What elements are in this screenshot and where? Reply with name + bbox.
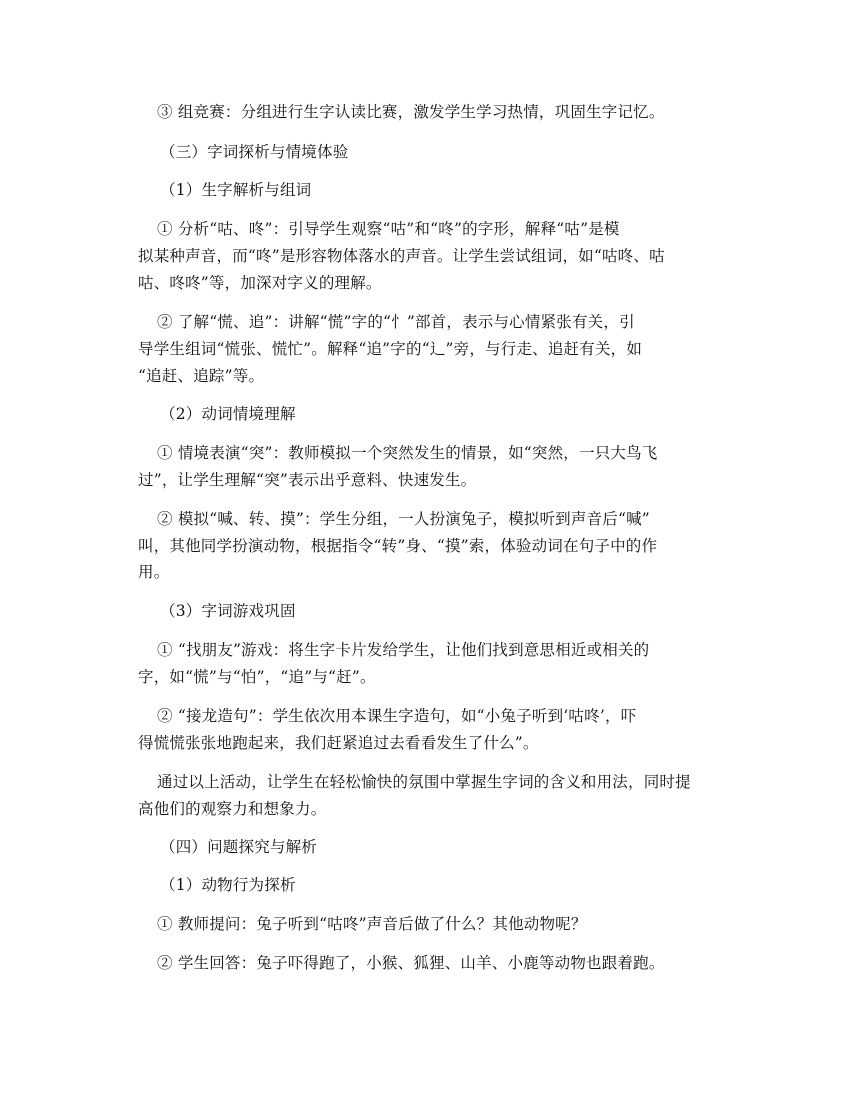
paragraph-line: 通过以上活动，让学生在轻松愉快的氛围中掌握生字词的含义和用法，同时提 xyxy=(157,773,691,791)
section-heading: （三）字词探析与情境体验 xyxy=(160,143,349,161)
paragraph-line: 拟某种声音，而“咚”是形容物体落水的声音。让学生尝试组词，如“咕咚、咕 xyxy=(138,247,665,265)
paragraph-line: “追赶、追踪”等。 xyxy=(138,367,265,385)
subsection-heading: （3）字词游戏巩固 xyxy=(160,602,296,620)
paragraph-line: ③ 组竞赛：分组进行生字认读比赛，激发学生学习热情，巩固生字记忆。 xyxy=(157,103,665,121)
paragraph-line: 字，如“慌”与“怕”，“追”与“赶”。 xyxy=(138,668,376,686)
subsection-heading: （2）动词情境理解 xyxy=(160,405,296,423)
paragraph-line: ② 了解“慌、追”：讲解“慌”字的“忄”部首，表示与心情紧张有关，引 xyxy=(157,313,635,331)
paragraph-line: 高他们的观察力和想象力。 xyxy=(138,800,327,818)
subsection-heading: （1）动物行为探析 xyxy=(160,876,296,894)
subsection-heading: （1）生字解析与组词 xyxy=(160,181,312,199)
paragraph-line: ② 学生回答：兔子吓得跑了，小猴、狐狸、山羊、小鹿等动物也跟着跑。 xyxy=(157,954,665,972)
paragraph-line: ① “找朋友”游戏：将生字卡片发给学生，让他们找到意思相近或相关的 xyxy=(157,641,650,659)
paragraph-line: 导学生组词“慌张、慌忙”。解释“追”字的“辶”旁，与行走、追赶有关，如 xyxy=(138,340,643,358)
paragraph-line: 用。 xyxy=(138,563,170,581)
section-heading: （四）问题探究与解析 xyxy=(160,838,318,856)
paragraph-line: 叫，其他同学扮演动物，根据指令“转”身、“摸”索，体验动词在句子中的作 xyxy=(138,537,658,555)
paragraph-line: 咕、咚咚”等，加深对字义的理解。 xyxy=(138,274,382,292)
paragraph-line: ① 教师提问：兔子听到“咕咚”声音后做了什么？其他动物呢？ xyxy=(157,915,587,933)
paragraph-line: ① 分析“咕、咚”：引导学生观察“咕”和“咚”的字形，解释“咕”是模 xyxy=(157,220,620,238)
paragraph-line: ② 模拟“喊、转、摸”：学生分组，一人扮演兔子，模拟听到声音后“喊” xyxy=(157,510,650,528)
paragraph-line: 得慌慌张张地跑起来，我们赶紧追过去看看发生了什么”。 xyxy=(138,734,539,752)
paragraph-line: ① 情境表演“突”：教师模拟一个突然发生的情景，如“突然，一只大鸟飞 xyxy=(157,444,658,462)
paragraph-line: ② “接龙造句”：学生依次用本课生字造句，如“小兔子听到‘咕咚’，吓 xyxy=(157,707,637,725)
paragraph-line: 过”，让学生理解“突”表示出乎意料、快速发生。 xyxy=(138,471,477,489)
